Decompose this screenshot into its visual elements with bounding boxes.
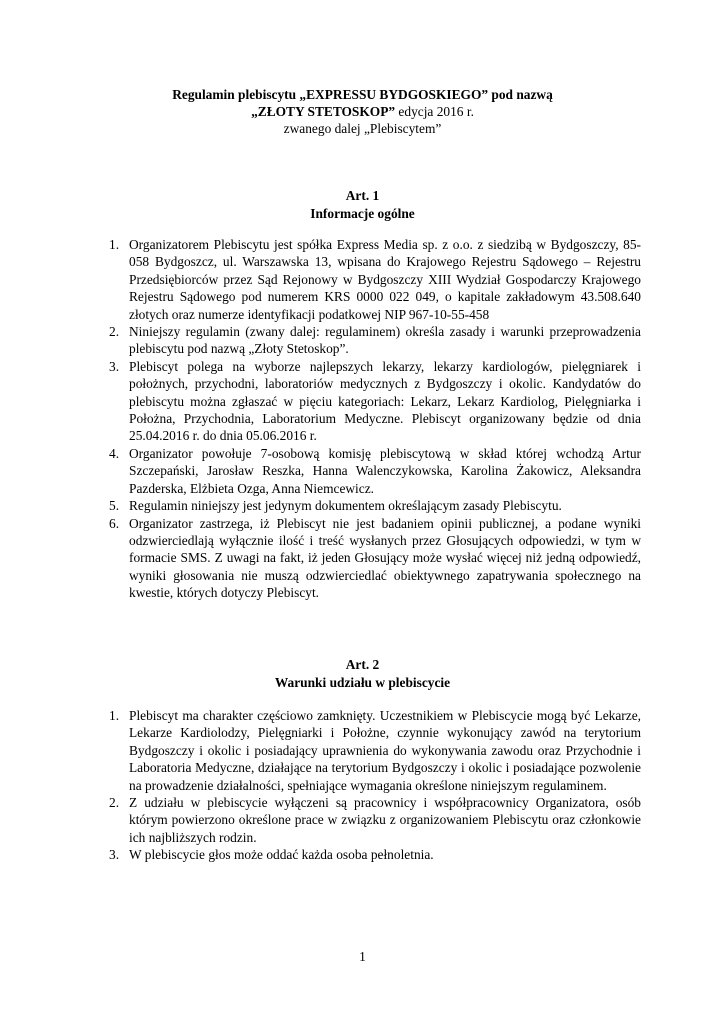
page-number: 1	[359, 949, 366, 964]
list-item-text: W plebiscycie głos może oddać każda osoba pełnoletnia.	[129, 847, 434, 863]
title-line-2	[0, 103, 725, 120]
list-item-number: 3.	[109, 847, 120, 863]
title-line-1: Regulamin plebiscytu „EXPRESSU BYDGOSKIEGO” pod nazwą	[172, 87, 553, 102]
art1-heading: Informacje ogólne	[310, 205, 415, 221]
list-item-number: 3.	[109, 358, 120, 374]
art1-list	[105, 236, 641, 602]
list-item	[105, 236, 641, 323]
art2-heading: Warunki udziału w plebiscycie	[274, 674, 451, 690]
list-item-number: 1.	[109, 708, 120, 723]
list-item-text: Plebiscyt polega na wyborze najlepszych lekarzy, lekarzy kardiologów, pielęgniarek i położnych, przychodni, laboratoriów medycznych z Bydgoszczy i okolic. Kandydatów do plebiscytu można zgłaszać w pięciu kategoriach: Lekarz, Lekarz Kardiolog, Pielęgniarka i Położna, Przychodnia, Laboratorium Medyczne. Plebiscyt organizowany będzie od dnia 25.04.2016 r. do dnia 05.06.2016 r.	[129, 358, 641, 444]
list-item-text: Plebiscyt ma charakter częściowo zamknięty. Uczestnikiem w Plebiscycie mogą być Lekarze, Lekarze Kardiolodzy, Pielęgniarki i Położne, czynnie wykonujący zawód na terytorium Bydgoszczy i okolic i posiadający uprawnienia do wykonywania zawodu oraz Przychodnie i Laboratoria Medyczne, działające na terytorium Bydgoszczy i okolic i posiadające pozwolenie na prowadzenie działalności, spełniające wymagania określone niniejszym regulaminem.	[129, 708, 641, 793]
art2-list	[105, 707, 641, 864]
list-item-text: Z udziału w plebiscycie wyłączeni są pracownicy i współpracownicy Organizatora, osób którym powierzono określone prace w związku z organizowaniem Plebiscytu oraz członkowie ich najbliższych rodzin.	[129, 795, 641, 845]
list-item-text: Organizatorem Plebiscytu jest spółka Express Media sp. z o.o. z siedzibą w Bydgoszczy, 85-058 Bydgoszcz, ul. Warszawska 13, wpisana do Krajowego Rejestru Sądowego – Rejestru Przedsiębiorców przez Sąd Rejonowy w Bydgoszczy XIII Wydział Gospodarczy Krajowego Rejestru Sądowego pod numerem KRS 0000 022 049, o kapitale zakładowym 43.508.640 złotych oraz numerze identyfikacji podatkowej NIP 967-10-55-458	[129, 237, 641, 322]
list-item	[105, 445, 641, 497]
list-item-number: 2.	[109, 795, 120, 811]
list-item	[105, 515, 641, 602]
plebiscite-name: „ZŁOTY STETOSKOP”	[251, 104, 396, 119]
list-item-text: Organizator zastrzega, iż Plebiscyt nie jest badaniem opinii publicznej, a podane wyniki odzwierciedlają wyłącznie ilość i treść wysłanych przez Głosujących odpowiedzi, w tym w formacie SMS. Z uwagi na fakt, iż jeden Głosujący może wysłać więcej niż jedną odpowiedź, wyniki głosowania nie muszą odzwierciedlać obiektywnego zapatrywania społecznego na kwestie, których dotyczy Plebiscyt.	[129, 515, 641, 601]
list-item-number: 6.	[109, 515, 120, 531]
list-item-number: 4.	[109, 445, 120, 461]
list-item	[105, 358, 641, 445]
document-title	[0, 86, 725, 137]
list-item-number: 1.	[109, 237, 120, 252]
art1-number: Art. 1	[345, 188, 380, 203]
list-item	[105, 323, 641, 358]
art2-header	[0, 656, 725, 691]
list-item	[105, 846, 641, 863]
edition: edycja 2016 r.	[395, 104, 474, 119]
list-item-text: Organizator powołuje 7-osobową komisję plebiscytową w skład której wchodzą Artur Szczepański, Jarosław Reszka, Hanna Walenczykowska, Karolina Żakowicz, Aleksandra Pazderska, Elżbieta Ozga, Anna Niemcewicz.	[129, 445, 641, 496]
list-item	[105, 707, 641, 794]
title-line-3: zwanego dalej „Plebiscytem”	[283, 121, 442, 136]
list-item	[105, 794, 641, 846]
list-item	[105, 497, 641, 514]
list-item-text: Niniejszy regulamin (zwany dalej: regulaminem) określa zasady i warunki przeprowadzenia plebiscytu pod nazwą „Złoty Stetoskop”.	[129, 324, 641, 357]
list-item-text: Regulamin niniejszy jest jedynym dokumentem określającym zasady Plebiscytu.	[129, 498, 562, 514]
art1-header	[0, 187, 725, 222]
list-item-number: 5.	[109, 498, 120, 514]
art2-number: Art. 2	[345, 657, 380, 672]
list-item-number: 2.	[109, 324, 120, 340]
